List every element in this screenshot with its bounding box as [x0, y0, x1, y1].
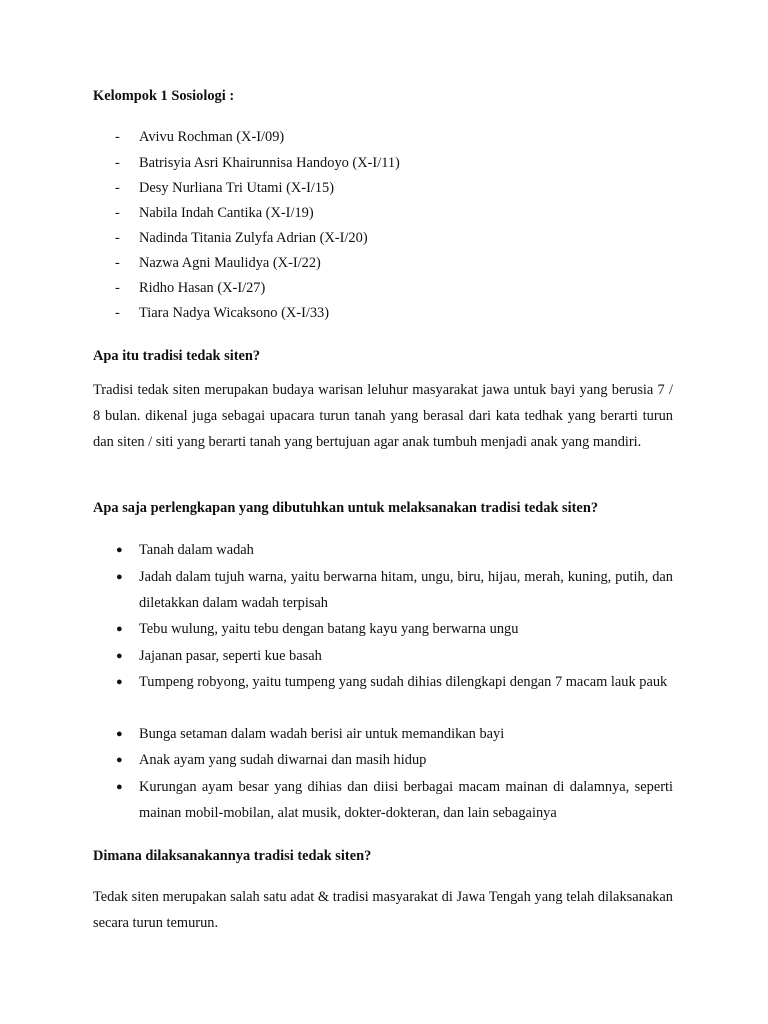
bullet-icon: ● [116, 754, 123, 766]
bullet-icon: ● [116, 728, 123, 740]
equipment-item: ● Bunga setaman dalam wadah berisi air untuk memandikan bayi [93, 722, 673, 748]
bullet-icon: ● [116, 676, 123, 688]
section1-answer: Tradisi tedak siten merupakan budaya warisan leluhur masyarakat jawa untuk bayi yang berusia 7 / 8 bulan. dikenal juga sebagai upacara turun tanah yang berasal dari kata tedhak yang berarti turun dan siten / siti yang berarti tanah yang bertujuan agar anak tumbuh menjadi anak yang mandiri. [93, 382, 673, 450]
equipment-item: ● Tebu wulung, yaitu tebu dengan batang kayu yang berwarna ungu [93, 617, 673, 643]
section3-question: Dimana dilaksanakannya tradisi tedak siten? [93, 848, 372, 864]
equipment-item: ● Tumpeng robyong, yaitu tumpeng yang sudah dihias dilengkapi dengan 7 macam lauk pauk [93, 670, 673, 696]
equipment-item: ● Anak ayam yang sudah diwarnai dan masih hidup [93, 748, 673, 774]
group-heading: Kelompok 1 Sosiologi : [93, 88, 235, 104]
section2-question: Apa saja perlengkapan yang dibutuhkan untuk melaksanakan tradisi tedak siten? [93, 500, 599, 516]
bullet-icon: ● [116, 544, 123, 556]
equipment-item: ● Jajanan pasar, seperti kue basah [93, 644, 673, 670]
equipment-item: ● Kurungan ayam besar yang dihias dan diisi berbagai macam mainan di dalamnya, seperti mainan mobil-mobilan, alat musik, dokter-dokteran, dan lain sebagainya [93, 775, 673, 826]
bullet-icon: ● [116, 571, 123, 583]
document-page: Kelompok 1 Sosiologi : - Avivu Rochman (X-I/09) - Batrisyia Asri Khairunnisa Handoyo (X-I/11) - Desy Nurliana Tri Utami (X-I/15) - Nabila Indah Cantika (X-I/19) - Nadinda Titania Zulyfa Adrian (X-I/20) - Nazwa Agni Maulidya (X-I/22) - Ridho Hasan (X-I/27) - Tiara Nadya Wicaksono (X-I/33) Apa itu tradisi tedak siten? Tradisi tedak siten merupakan budaya warisan leluhur masyarakat jawa untuk bayi yang berusia 7 / 8 bulan. dikenal juga sebagai upacara turun tanah yang berasal dari kata tedhak yang berarti turun dan siten / siti yang berarti tanah yang bertujuan agar anak tumbuh menjadi anak yang mandiri. Apa saja perlengkapan yang dibutuhkan untuk melaksanakan tradisi tedak siten? ● Tanah dalam wadah ● Jadah dalam tujuh warna, yaitu berwarna hitam, ungu, biru, hijau, merah, kuning, putih, dan diletakkan dalam wadah terpisah ● Tebu wulung, yaitu tebu dengan batang kayu yang berwarna ungu ● Jajanan pasar, seperti kue basah ● Tumpeng robyong, yaitu tumpeng yang sudah dihias dilengkapi dengan 7 macam lauk pauk ● Bunga setaman dalam wadah berisi air untuk memandikan bayi ● Anak ayam yang sudah diwarnai dan masih hidup ● Kurungan ayam besar yang dihias dan diisi berbagai macam mainan di dalamnya, seperti mainan mobil-mobilan, alat musik, dokter-dokteran, dan lain sebagainya Dimana dilaksanakannya tradisi tedak siten? Tedak siten merupakan salah satu adat & tradisi masyarakat di Jawa Tengah yang telah dilaksanakan secara turun temurun. [0, 0, 768, 1024]
equipment-item: ● Jadah dalam tujuh warna, yaitu berwarna hitam, ungu, biru, hijau, merah, kuning, putih, dan diletakkan dalam wadah terpisah [93, 565, 673, 616]
bullet-icon: ● [116, 623, 123, 635]
section3-answer: Tedak siten merupakan salah satu adat & tradisi masyarakat di Jawa Tengah yang telah dilaksanakan secara turun temurun. [93, 889, 673, 931]
bullet-icon: ● [116, 650, 123, 662]
bullet-icon: ● [116, 781, 123, 793]
equipment-item: ● Tanah dalam wadah [93, 538, 673, 564]
section1-question: Apa itu tradisi tedak siten? [93, 348, 261, 364]
